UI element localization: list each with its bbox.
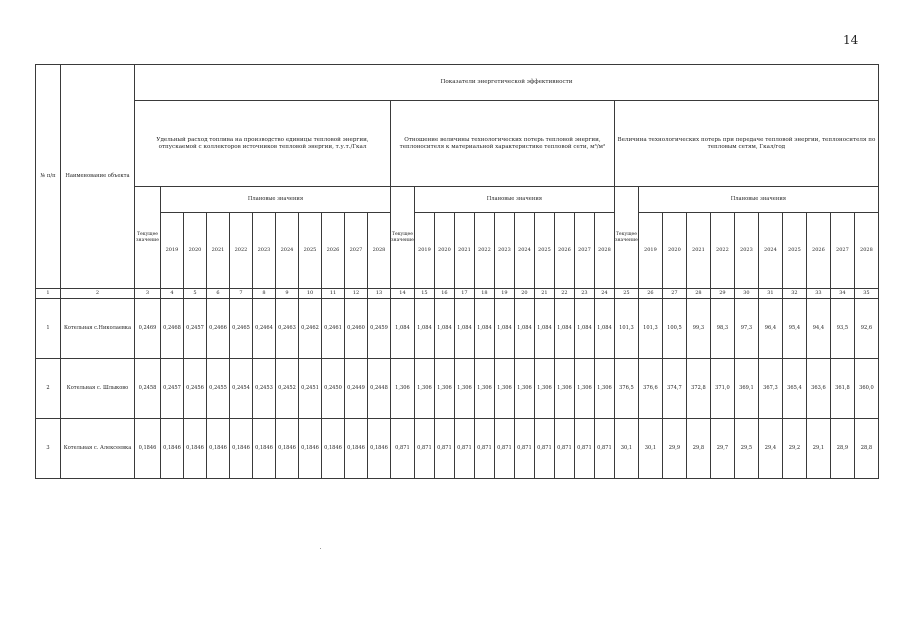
year-header-ratio: 2024 xyxy=(514,213,534,289)
ratio-value: 0,871 xyxy=(474,419,494,479)
loss-value: 361,8 xyxy=(830,359,854,419)
ratio-value: 1,084 xyxy=(534,299,554,359)
loss-value: 28,8 xyxy=(854,419,878,479)
ratio-value: 1,306 xyxy=(454,359,474,419)
ratio-value: 0,871 xyxy=(514,419,534,479)
ratio-value: 1,084 xyxy=(514,299,534,359)
loss-value: 365,4 xyxy=(782,359,806,419)
ratio-value: 0,871 xyxy=(454,419,474,479)
loss-value: 93,5 xyxy=(830,299,854,359)
fuel-value: 0,1846 xyxy=(230,419,253,479)
year-header-ratio: 2028 xyxy=(594,213,614,289)
loss-value: 29,7 xyxy=(710,419,734,479)
row-number: 3 xyxy=(36,419,61,479)
column-number: 9 xyxy=(276,289,299,299)
ratio-value: 1,306 xyxy=(434,359,454,419)
year-header-ratio: 2027 xyxy=(574,213,594,289)
ratio-value: 1,306 xyxy=(574,359,594,419)
year-header-fuel: 2026 xyxy=(322,213,345,289)
table-row xyxy=(36,359,879,419)
loss-value: 101,3 xyxy=(638,299,662,359)
ratio-value: 1,084 xyxy=(474,299,494,359)
loss-value: 28,9 xyxy=(830,419,854,479)
column-number: 2 xyxy=(61,289,135,299)
year-header-loss: 2027 xyxy=(830,213,854,289)
column-number: 8 xyxy=(253,289,276,299)
column-number: 29 xyxy=(710,289,734,299)
fuel-value: 0,2458 xyxy=(135,359,161,419)
fuel-value: 0,2462 xyxy=(299,299,322,359)
fuel-value: 0,2449 xyxy=(345,359,368,419)
header-num: № п/п xyxy=(36,65,61,289)
ratio-value: 0,871 xyxy=(434,419,454,479)
loss-value: 29,8 xyxy=(686,419,710,479)
column-number: 11 xyxy=(322,289,345,299)
year-header-fuel: 2021 xyxy=(207,213,230,289)
column-number: 17 xyxy=(454,289,474,299)
ratio-value: 1,306 xyxy=(534,359,554,419)
loss-value: 29,1 xyxy=(806,419,830,479)
object-name: Котельная с. Шлыково xyxy=(61,359,135,419)
loss-value: 100,5 xyxy=(662,299,686,359)
column-number: 35 xyxy=(854,289,878,299)
scan-speck xyxy=(320,548,321,549)
fuel-value: 0,2461 xyxy=(322,299,345,359)
fuel-value: 0,1846 xyxy=(368,419,391,479)
ratio-value: 1,306 xyxy=(474,359,494,419)
row-number: 2 xyxy=(36,359,61,419)
loss-value: 29,9 xyxy=(662,419,686,479)
ratio-value: 1,084 xyxy=(391,299,415,359)
loss-value: 376,5 xyxy=(614,359,638,419)
ratio-value: 1,306 xyxy=(494,359,514,419)
fuel-value: 0,2455 xyxy=(207,359,230,419)
year-header-fuel: 2022 xyxy=(230,213,253,289)
loss-value: 95,4 xyxy=(782,299,806,359)
fuel-value: 0,1846 xyxy=(345,419,368,479)
ratio-value: 0,871 xyxy=(494,419,514,479)
fuel-value: 0,1846 xyxy=(207,419,230,479)
ratio-value: 0,871 xyxy=(594,419,614,479)
loss-value: 360,0 xyxy=(854,359,878,419)
year-header-fuel: 2019 xyxy=(161,213,184,289)
header-current-fuel: Текущее значение xyxy=(135,187,161,289)
year-header-fuel: 2027 xyxy=(345,213,368,289)
year-header-ratio: 2023 xyxy=(494,213,514,289)
year-header-loss: 2025 xyxy=(782,213,806,289)
column-number: 14 xyxy=(391,289,415,299)
loss-value: 97,3 xyxy=(734,299,758,359)
year-header-fuel: 2028 xyxy=(368,213,391,289)
loss-value: 376,6 xyxy=(638,359,662,419)
column-number: 10 xyxy=(299,289,322,299)
year-header-loss: 2028 xyxy=(854,213,878,289)
loss-value: 29,4 xyxy=(758,419,782,479)
header-planned-ratio: Плановые значения xyxy=(414,187,614,213)
loss-value: 101,3 xyxy=(614,299,638,359)
fuel-value: 0,1846 xyxy=(135,419,161,479)
column-number: 7 xyxy=(230,289,253,299)
fuel-value: 0,2459 xyxy=(368,299,391,359)
year-header-ratio: 2020 xyxy=(434,213,454,289)
column-number: 1 xyxy=(36,289,61,299)
loss-value: 30,1 xyxy=(638,419,662,479)
fuel-value: 0,2450 xyxy=(322,359,345,419)
header-current-loss: Текущее значение xyxy=(614,187,638,289)
column-number: 12 xyxy=(345,289,368,299)
ratio-value: 1,084 xyxy=(454,299,474,359)
column-number: 13 xyxy=(368,289,391,299)
loss-value: 92,6 xyxy=(854,299,878,359)
fuel-value: 0,1846 xyxy=(299,419,322,479)
year-header-loss: 2020 xyxy=(662,213,686,289)
year-header-ratio: 2021 xyxy=(454,213,474,289)
column-number: 30 xyxy=(734,289,758,299)
ratio-value: 1,306 xyxy=(594,359,614,419)
fuel-value: 0,2453 xyxy=(253,359,276,419)
year-header-fuel: 2023 xyxy=(253,213,276,289)
fuel-value: 0,2463 xyxy=(276,299,299,359)
fuel-value: 0,2457 xyxy=(161,359,184,419)
column-number: 4 xyxy=(161,289,184,299)
column-number: 25 xyxy=(614,289,638,299)
column-number: 5 xyxy=(184,289,207,299)
table-row xyxy=(36,419,879,479)
column-number: 24 xyxy=(594,289,614,299)
loss-value: 374,7 xyxy=(662,359,686,419)
year-header-fuel: 2025 xyxy=(299,213,322,289)
ratio-value: 1,084 xyxy=(494,299,514,359)
year-header-loss: 2024 xyxy=(758,213,782,289)
fuel-value: 0,2460 xyxy=(345,299,368,359)
ratio-value: 0,871 xyxy=(554,419,574,479)
ratio-value: 1,084 xyxy=(554,299,574,359)
column-number: 28 xyxy=(686,289,710,299)
column-number: 20 xyxy=(514,289,534,299)
ratio-value: 1,306 xyxy=(514,359,534,419)
fuel-value: 0,2456 xyxy=(184,359,207,419)
fuel-value: 0,2454 xyxy=(230,359,253,419)
ratio-value: 0,871 xyxy=(534,419,554,479)
fuel-value: 0,2448 xyxy=(368,359,391,419)
column-number: 23 xyxy=(574,289,594,299)
header-ratio: Отношение величины технологических потерь тепловой энергии, теплоносителя к материальной характеристике тепловой сети, м³/м² xyxy=(391,101,615,187)
fuel-value: 0,2464 xyxy=(253,299,276,359)
loss-value: 96,4 xyxy=(758,299,782,359)
loss-value: 369,1 xyxy=(734,359,758,419)
fuel-value: 0,2469 xyxy=(135,299,161,359)
fuel-value: 0,2465 xyxy=(230,299,253,359)
ratio-value: 1,306 xyxy=(414,359,434,419)
column-number: 18 xyxy=(474,289,494,299)
ratio-value: 0,871 xyxy=(391,419,415,479)
column-number: 19 xyxy=(494,289,514,299)
ratio-value: 0,871 xyxy=(414,419,434,479)
loss-value: 363,6 xyxy=(806,359,830,419)
fuel-value: 0,1846 xyxy=(322,419,345,479)
ratio-value: 1,084 xyxy=(434,299,454,359)
object-name: Котельная с. Алексеевка xyxy=(61,419,135,479)
header-planned-fuel: Плановые значения xyxy=(161,187,391,213)
loss-value: 372,8 xyxy=(686,359,710,419)
ratio-value: 1,084 xyxy=(594,299,614,359)
ratio-value: 1,084 xyxy=(574,299,594,359)
column-number: 3 xyxy=(135,289,161,299)
header-current-ratio: Текущее значение xyxy=(391,187,415,289)
year-header-fuel: 2020 xyxy=(184,213,207,289)
year-header-fuel: 2024 xyxy=(276,213,299,289)
fuel-value: 0,1846 xyxy=(253,419,276,479)
loss-value: 367,3 xyxy=(758,359,782,419)
fuel-value: 0,2451 xyxy=(299,359,322,419)
year-header-loss: 2023 xyxy=(734,213,758,289)
header-name: Наименование объекта xyxy=(61,65,135,289)
column-number: 16 xyxy=(434,289,454,299)
year-header-ratio: 2025 xyxy=(534,213,554,289)
year-header-ratio: 2026 xyxy=(554,213,574,289)
fuel-value: 0,1846 xyxy=(184,419,207,479)
column-number: 31 xyxy=(758,289,782,299)
column-number: 21 xyxy=(534,289,554,299)
year-header-loss: 2026 xyxy=(806,213,830,289)
year-header-loss: 2021 xyxy=(686,213,710,289)
column-number: 33 xyxy=(806,289,830,299)
fuel-value: 0,2452 xyxy=(276,359,299,419)
column-number: 6 xyxy=(207,289,230,299)
column-number: 26 xyxy=(638,289,662,299)
loss-value: 29,2 xyxy=(782,419,806,479)
header-group: Показатели энергетической эффективности xyxy=(135,65,879,101)
year-header-ratio: 2022 xyxy=(474,213,494,289)
energy-efficiency-table xyxy=(35,64,879,479)
loss-value: 99,3 xyxy=(686,299,710,359)
ratio-value: 1,306 xyxy=(391,359,415,419)
fuel-value: 0,1846 xyxy=(161,419,184,479)
column-number: 22 xyxy=(554,289,574,299)
table-row xyxy=(36,299,879,359)
loss-value: 94,4 xyxy=(806,299,830,359)
fuel-value: 0,1846 xyxy=(276,419,299,479)
year-header-loss: 2022 xyxy=(710,213,734,289)
header-loss: Величина технологических потерь при передаче тепловой энергии, теплоносителя по тепловым сетям, Гкал/год xyxy=(614,101,878,187)
column-number: 27 xyxy=(662,289,686,299)
fuel-value: 0,2468 xyxy=(161,299,184,359)
column-number: 15 xyxy=(414,289,434,299)
ratio-value: 1,084 xyxy=(414,299,434,359)
fuel-value: 0,2466 xyxy=(207,299,230,359)
column-number: 32 xyxy=(782,289,806,299)
loss-value: 98,3 xyxy=(710,299,734,359)
column-number: 34 xyxy=(830,289,854,299)
row-number: 1 xyxy=(36,299,61,359)
ratio-value: 0,871 xyxy=(574,419,594,479)
header-fuel: Удельный расход топлива на производство единицы тепловой энергии, отпускаемой с коллекторов источников тепловой энергии, т.у.т./Гкал xyxy=(135,101,391,187)
year-header-ratio: 2019 xyxy=(414,213,434,289)
loss-value: 30,1 xyxy=(614,419,638,479)
loss-value: 29,5 xyxy=(734,419,758,479)
fuel-value: 0,2457 xyxy=(184,299,207,359)
page-number: 14 xyxy=(843,33,859,47)
header-planned-loss: Плановые значения xyxy=(638,187,878,213)
year-header-loss: 2019 xyxy=(638,213,662,289)
object-name: Котельная с.Николаевка xyxy=(61,299,135,359)
loss-value: 371,0 xyxy=(710,359,734,419)
ratio-value: 1,306 xyxy=(554,359,574,419)
